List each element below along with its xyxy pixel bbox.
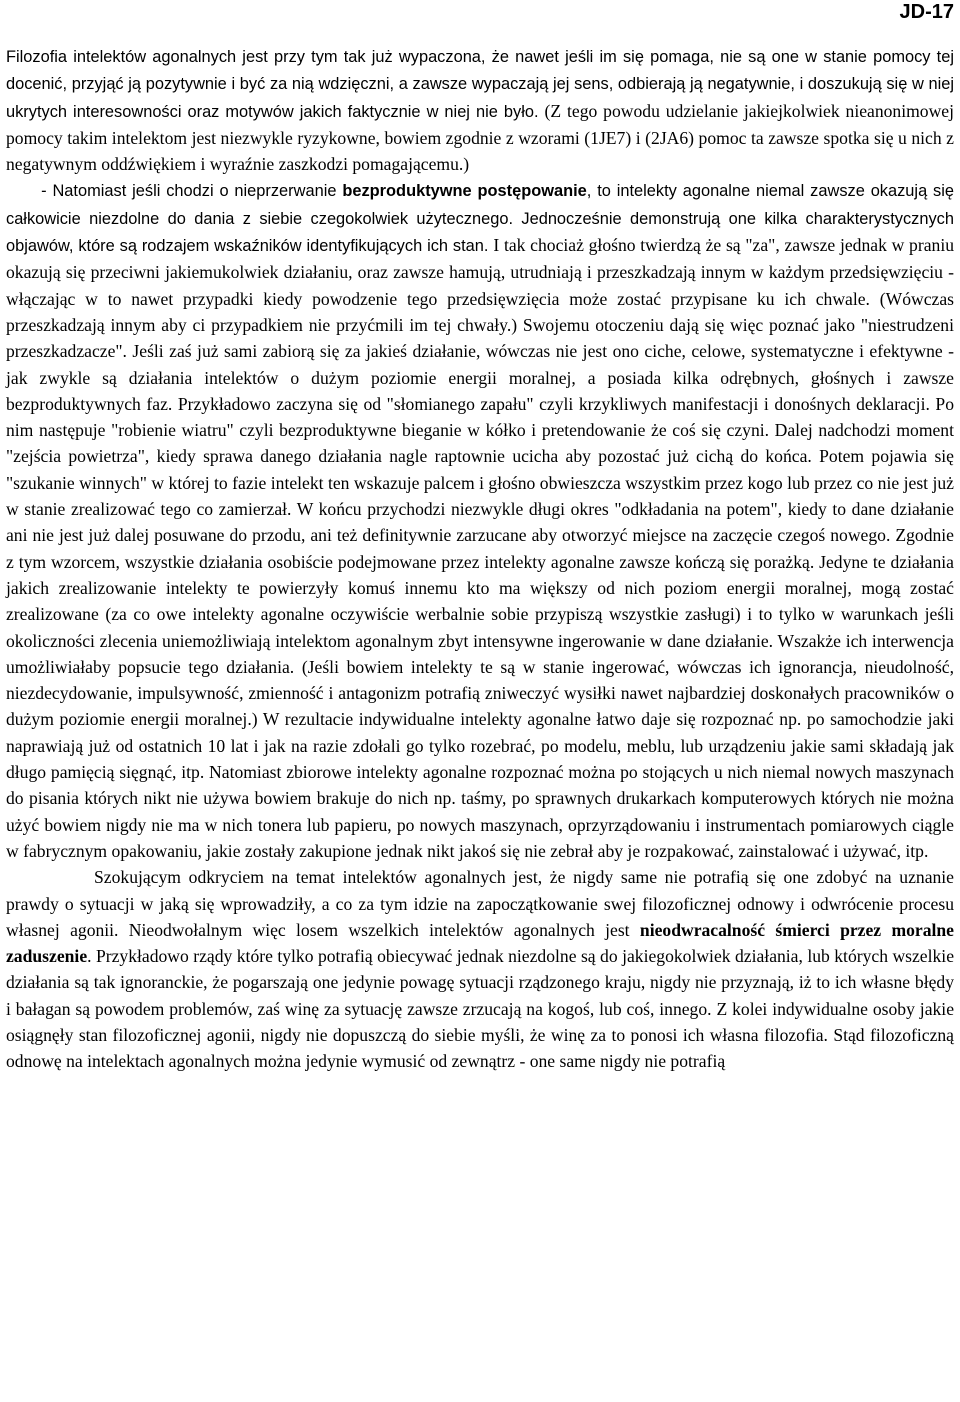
bold-phrase: bezproduktywne postępowanie [342,182,587,201]
text-span: - Natomiast jeśli chodzi o nieprzerwanie [6,182,343,201]
paragraph-1 [6,43,954,177]
text-span: . Przykładowo rządy które tylko potrafią obiecywać jednak niezdolne są do jakiegokolwiek działania, lub których wszelkie działania są tak ignoranckie, że pogarszają one jedynie powagę sytuacji rządzonego kraju, nigdy nie przyznają, iż to ich własne błędy i bałagan są powodem problemów, zaś winę za sytuację zawsze zrzucają na kogoś, lub coś, innego. Z kolei indywidualne osoby jakie osiągnęły stan filozoficznej agonii, nigdy nie dopuszczą do siebie myśli, że winę za to ponosi ich własna filozofia. Stąd filozoficzną odnowę na intelektach agonalnych można jedynie wymusić od zewnątrz - one same nigdy nie potrafią [6,946,954,1072]
page-header-doc-id: JD-17 [899,1,954,23]
document-body [6,43,959,1075]
text-span: I tak chociaż głośno twierdzą że są "za", zawsze jednak w praniu okazują się przeciwni jakiemukolwiek działaniu, oraz zawsze hamują, utrudniają i przeszkadzają innym w każdym przedsięwzięciu - włączając w to nawet przypadki kiedy powodzenie tego przedsięwzięcia może zostać przypisane ku ich chwale. (Wówczas przeszkadzają innym aby ci przypadkiem nie przyćmili im tej chwały.) Swojemu otoczeniu dają się więc poznać jako "niestrudzeni przeszkadzacze". Jeśli zaś już sami zabiorą się za jakieś działanie, wówczas nie jest ono ciche, celowe, systematyczne i efektywne - jak zwykle są działania intelektów o dużym poziomie energii moralnej, a posiada kilka odrębnych, głośnych i zawsze bezproduktywnych faz. Przykładowo zaczyna się od "słomianego zapału" czyli krzykliwych manifestacji i donośnych deklaracji. Po nim następuje "robienie wiatru" czyli bezproduktywne bieganie w kółko i pretendowanie że coś się czyni. Dalej nadchodzi moment "zejścia powietrza", kiedy sprawa danego działania nagle raptownie ucicha aby pozostać już cichą do końca. Potem pojawia się "szukanie winnych" w której to fazie intelekt ten wskazuje palcem i głośno obwieszcza wszystkim przez kogo lub przez co nie jest już w stanie zrealizować tego co zamierzał. W końcu przychodzi niezwykle długi okres "odkładania na potem", kiedy to dane działanie ani nie jest już dalej posuwane do przodu, ani też definitywnie zarzucane aby otworzyć miejsce na zaczęcie czegoś nowego. Zgodnie z tym wzorcem, wszystkie działania osobiście podejmowane przez intelekty agonalne zawsze kończą się porażką. Jedyne te działania jakich zrealizowanie intelekty te powierzyły komuś innemu kto ma większy od nich poziom energii moralnej, mogą zostać zrealizowane (za co owe intelekty agonalne oczywiście werbalnie sobie przypiszą wszystkie zasługi) i to tylko w warunkach jeśli okoliczności zlecenia uniemożliwiają intelektom agonalnym zbyt intensywne ingerowanie w dane działanie. Wszakże ich interwencja umożliwiałaby popsucie tego działania. (Jeśli bowiem intelekty te są w stanie ingerować, wówczas ich ignorancja, nieudolność, niezdecydowanie, impulsywność, zmienność i antagonizm potrafią zniweczyć wysiłki nawet najbardziej doskonałych pracowników o dużym poziomie energii moralnej.) W rezultacie indywidualne intelekty agonalne łatwo daje się rozpoznać np. po samochodzie jaki naprawiają już od ostatnich 10 lat i jak na razie zdołali go tylko rozebrać, po modelu, meblu, lub urządzeniu jakie sami składają jak długo pamięcią sięgnąć, itp. Natomiast zbiorowe intelekty agonalne rozpoznać można po stojących u nich niemal nowych maszynach do pisania których nikt nie używa bowiem brakuje do nich np. taśmy, po sprawnych drukarkach komputerowych których nie można użyć bowiem nigdy nie ma w nich tonera lub papieru, po nowych maszynach, oprzyrządowaniu i instrumentach pomiarowych ciągle w fabrycznym opakowaniu, jakie zostały zakupione jednak nikt jakoś się nie zebrał aby je rozpakować, zainstalować i używać, itp. [6,235,959,861]
paragraph-3 [6,864,954,1074]
text-span: (Z tego powodu udzielanie jakiejkolwiek nieanonimowej pomocy takim intelektom jest niezwykle ryzykowne, bowiem zgodnie z wzorami (1JE7) i (2JA6) pomoc ta zawsze spotka się u nich z negatywnym oddźwiękiem i wyraźnie zaszkodzi pomagającemu.) [6,100,954,175]
bold-phrase: nieodwracalność śmierci przez moralne zaduszenie [6,919,954,967]
text-span: Szokującym odkryciem na temat intelektów agonalnych jest, że nigdy same nie potrafią się one zdobyć na uznanie prawdy o sytuacji w jaką się wprowadziły, a co za tym idzie na zapoczątkowanie swej filozoficznej odnowy i odwrócenie procesu własnej agonii. Nieodwołalnym więc losem wszelkich intelektów agonalnych jest [6,867,954,940]
text-span: , to intelekty agonalne niemal zawsze okazują się całkowicie niezdolne do dania z siebie czegokolwiek użytecznego. Jednocześnie demonstrują one kilka charakterystycznych objawów, które są rodzajem wskaźników identyfikujących ich stan. [6,182,959,256]
text-span: Filozofia intelektów agonalnych jest przy tym tak już wypaczona, że nawet jeśli im się pomaga, nie są one w stanie pomocy tej docenić, przyjąć ją pozytywnie i być za nią wdzięczni, a zawsze wypaczają jej sens, odbierają ją negatywnie, i doszukują się w niej ukrytych interesowności oraz motywów jakich faktycznie w niej nie było. [6,48,954,121]
paragraph-2 [6,177,959,864]
